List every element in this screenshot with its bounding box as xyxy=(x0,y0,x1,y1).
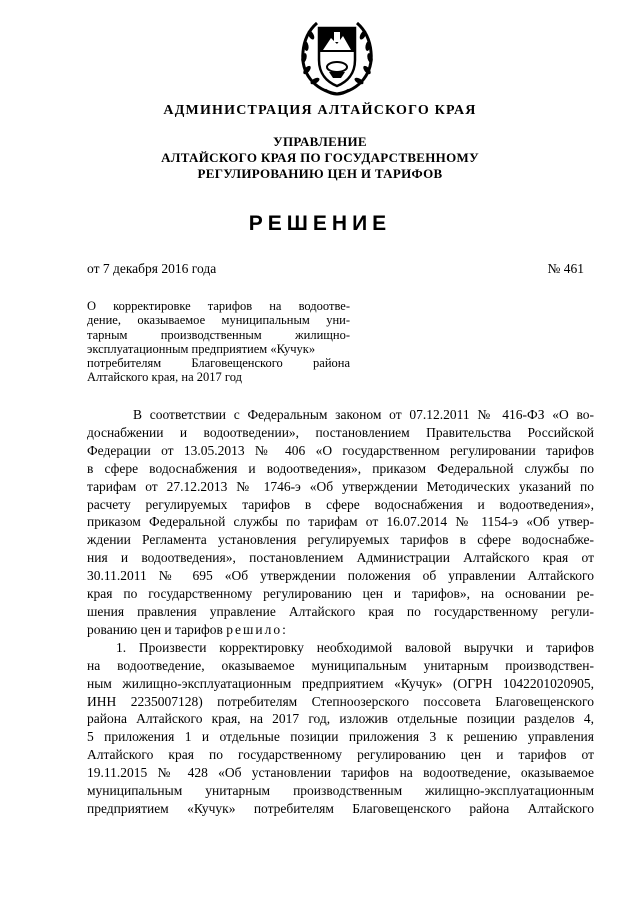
altai-krai-coat-of-arms-icon xyxy=(295,14,379,98)
department-line: АЛТАЙСКОГО КРАЯ ПО ГОСУДАРСТВЕННОМУ xyxy=(161,150,479,165)
body-line: 5 приложения 1 и отдельные позиции приложения 3 к решению управления xyxy=(87,729,594,745)
body-line: Федерации от 13.05.2013 № 406 «О государственном регулировании тарифов xyxy=(87,442,594,458)
body-line: ИНН 2235007128) потребителям Степноозерского поссовета Благовещенского xyxy=(87,693,594,709)
subject-line: О корректировке тарифов на водоотве- xyxy=(87,299,350,313)
body-line: в сфере водоснабжения и водоотведения», приказом Федеральной службы по xyxy=(87,460,594,476)
body-line: приказом Федеральной службы по тарифам от 16.07.2014 № 1154-э «Об утвер- xyxy=(87,514,594,530)
document-subject xyxy=(87,299,350,385)
document-type-heading: РЕШЕНИЕ xyxy=(248,212,392,235)
body-line: района Алтайского края, на 2017 год, изложив отдельные позиции разделов 4, xyxy=(87,711,594,727)
body-line: 19.11.2015 № 428 «Об установлении тарифов на водоотведение, оказываемое xyxy=(87,765,594,781)
subject-line: тарным производственным жилищно- xyxy=(87,327,350,342)
resolved-word: решило: xyxy=(226,621,288,637)
body-line: расчету регулируемых тарифов в сфере водоснабжения и водоотведения», xyxy=(87,496,594,512)
subject-line: дение, оказываемое муниципальным уни- xyxy=(87,313,350,328)
subject-line: эксплуатационным предприятием «Кучук» xyxy=(87,341,316,356)
body-line: ным жилищно-эксплуатационным предприятием «Кучук» (ОГРН 1042201020905, xyxy=(87,675,594,691)
body-line: Алтайского края по государственному регулированию цен и тарифов от xyxy=(87,747,594,763)
body-line: В соответствии с Федеральным законом от 07.12.2011 № 416-ФЗ «О во- xyxy=(133,407,594,422)
department-line: УПРАВЛЕНИЕ xyxy=(273,134,367,149)
administration-title: АДМИНИСТРАЦИЯ АЛТАЙСКОГО КРАЯ xyxy=(163,103,477,118)
preamble-end: рованию цен и тарифов xyxy=(87,621,223,637)
body-line: шения правления управление Алтайского края по государственному регули- xyxy=(87,603,594,619)
body-line: муниципальным унитарным производственным жилищно-эксплуатационным xyxy=(87,783,594,799)
document-date: от 7 декабря 2016 года xyxy=(87,261,217,276)
department-title xyxy=(40,134,600,182)
body-line: 30.11.2011 № 695 «Об утверждении положения об управлении Алтайского xyxy=(87,568,594,584)
body-line: ждении Регламента установления регулируемых тарифов в сфере водоснабже- xyxy=(87,532,594,548)
body-line-resolution xyxy=(87,621,594,639)
department-line: РЕГУЛИРОВАНИЮ ЦЕН И ТАРИФОВ xyxy=(197,166,443,181)
body-line: доснабжении и водоотведении», постановлением Правительства Российской xyxy=(87,424,594,440)
body-line: на водоотведение, оказываемое муниципальным унитарным производствен- xyxy=(87,657,594,673)
body-line: края по государственному регулированию цен и тарифов», на основании ре- xyxy=(87,586,594,602)
body-line: тарифам от 27.12.2013 № 1746-э «Об утверждении Методических указаний по xyxy=(87,478,594,494)
subject-line: потребителям Благовещенского района xyxy=(87,356,350,371)
body-line: предприятием «Кучук» потребителям Благовещенского района Алтайского xyxy=(87,800,594,816)
body-line: 1. Произвести корректировку необходимой валовой выручки и тарифов xyxy=(116,639,594,655)
document-number: № 461 xyxy=(547,261,584,276)
document-body xyxy=(87,406,594,818)
subject-line: Алтайского края, на 2017 год xyxy=(87,370,242,385)
body-line: ния и водоотведения», постановлением Администрации Алтайского края от xyxy=(87,550,594,566)
